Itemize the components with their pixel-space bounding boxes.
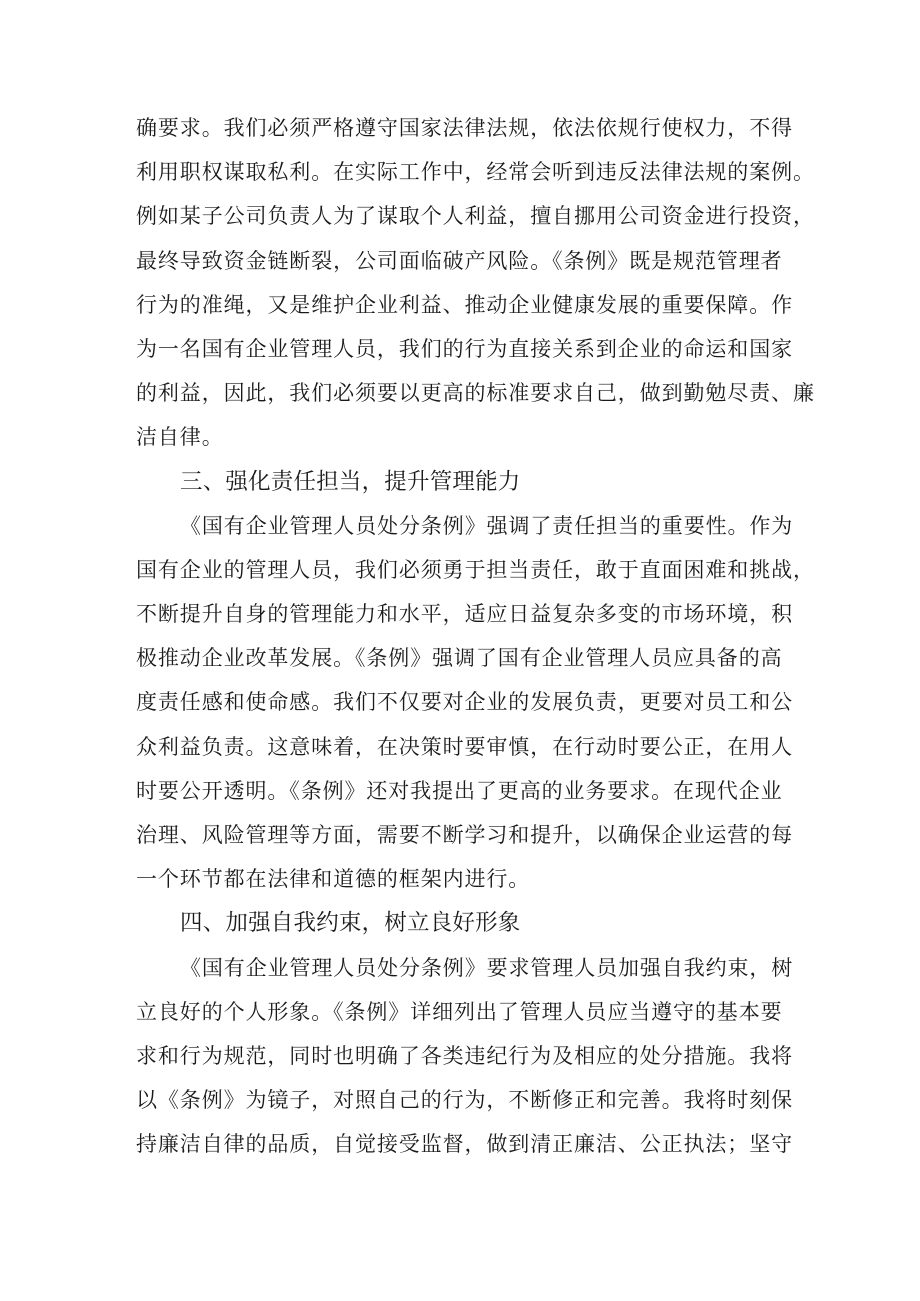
paragraph-line: 不断提升自身的管理能力和水平，适应日益复杂多变的市场环境，积 (136, 602, 793, 627)
paragraph-line: 度责任感和使命感。我们不仅要对企业的发展负责，更要对员工和公 (136, 690, 793, 715)
paragraph-line: 《国有企业管理人员处分条例》要求管理人员加强自我约束，树 (180, 955, 794, 980)
paragraph-line: 极推动企业改革发展。《条例》强调了国有企业管理人员应具备的高 (136, 646, 783, 671)
paragraph-line: 行为的准绳，又是维护企业利益、推动企业健康发展的重要保障。作 (136, 292, 793, 317)
paragraph-line: 最终导致资金链断裂，公司面临破产风险。《条例》既是规范管理者 (136, 248, 783, 273)
paragraph-line: 众利益负责。这意味着，在决策时要审慎，在行动时要公正，在用人 (136, 734, 793, 759)
paragraph-line: 治理、风险管理等方面，需要不断学习和提升，以确保企业运营的每 (136, 823, 793, 847)
section-heading: 四、加强自我约束，树立良好形象 (180, 910, 521, 937)
document-body (136, 106, 815, 1167)
paragraph-line: 确要求。我们必须严格遵守国家法律法规，依法依规行使权力，不得 (136, 116, 793, 140)
paragraph-line: 立良好的个人形象。《条例》详细列出了管理人员应当遵守的基本要 (136, 999, 783, 1024)
paragraph-line: 例如某子公司负责人为了谋取个人利益，擅自挪用公司资金进行投资， (136, 204, 815, 229)
paragraph-line: 利用职权谋取私利。在实际工作中，经常会听到违反法律法规的案例。 (136, 160, 815, 185)
paragraph-line: 持廉洁自律的品质，自觉接受监督，做到清正廉洁、公正执法；坚守 (136, 1132, 793, 1157)
paragraph-line: 求和行为规范，同时也明确了各类违纪行为及相应的处分措施。我将 (136, 1043, 793, 1068)
paragraph-line: 的利益，因此，我们必须要以更高的标准要求自己，做到勤勉尽责、廉 (136, 381, 815, 406)
paragraph-line: 洁自律。 (136, 425, 224, 450)
paragraph-line: 《国有企业管理人员处分条例》强调了责任担当的重要性。作为 (180, 513, 794, 538)
section-heading: 三、强化责任担当，提升管理能力 (180, 468, 521, 495)
paragraph-line: 以《条例》为镜子，对照自己的行为，不断修正和完善。我将时刻保 (136, 1088, 793, 1113)
paragraph-line: 一个环节都在法律和道德的框架内进行。 (136, 867, 531, 892)
paragraph-line: 为一名国有企业管理人员，我们的行为直接关系到企业的命运和国家 (136, 336, 793, 361)
paragraph-line: 时要公开透明。《条例》还对我提出了更高的业务要求。在现代企业 (136, 778, 783, 803)
paragraph-line: 国有企业的管理人员，我们必须勇于担当责任，敢于直面困难和挑战， (136, 557, 815, 582)
